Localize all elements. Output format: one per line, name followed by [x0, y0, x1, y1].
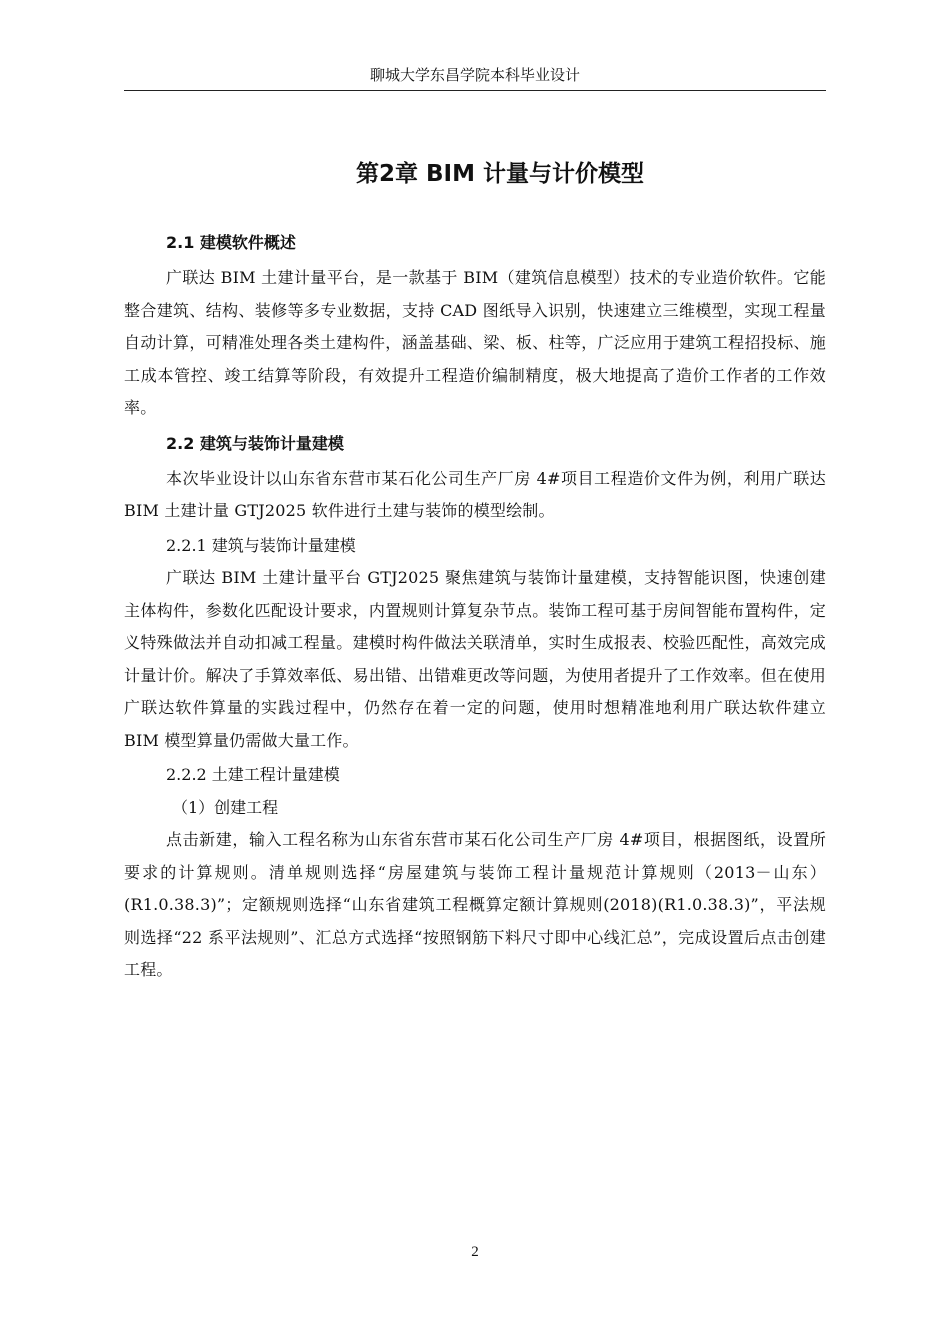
paragraph-2-2-2: 点击新建，输入工程名称为山东省东营市某石化公司生产厂房 4#项目，根据图纸，设置所要求的计算规则。清单规则选择“房屋建筑与装饰工程计量规范计算规则（2013－山东）(R1.0.38.3)”；定额规则选择“山东省建筑工程概算定额计算规则(2018)(R1.0.38.3)”，平法规则选择“22 系平法规则”、汇总方式选择“按照钢筋下料尺寸即中心线汇总”，完成设置后点击创建工程。	[124, 830, 826, 979]
chapter-title: 第2章 BIM 计量与计价模型	[356, 161, 644, 187]
page-number: 2	[471, 1244, 479, 1260]
subsection-heading-2-2-1: 2.2.1 建筑与装饰计量建模	[166, 535, 356, 555]
list-item-create-project: （1）创建工程	[172, 797, 279, 817]
subsection-heading-2-2-2: 2.2.2 土建工程计量建模	[166, 765, 340, 784]
section-heading-2-2: 2.2 建筑与装饰计量建模	[166, 433, 344, 453]
section-heading-2-1: 2.1 建模软件概述	[166, 233, 296, 252]
running-header: 聊城大学东昌学院本科毕业设计	[124, 62, 826, 91]
paragraph-2-2: 本次毕业设计以山东省东营市某石化公司生产厂房 4#项目工程造价文件为例，利用广联达 BIM 土建计量 GTJ2025 软件进行土建与装饰的模型绘制。	[124, 468, 826, 520]
paragraph-2-2-1: 广联达 BIM 土建计量平台 GTJ2025 聚焦建筑与装饰计量建模，支持智能识图，快速创建主体构件，参数化匹配设计要求，内置规则计算复杂节点。装饰工程可基于房间智能布置构件，定义特殊做法并自动扣减工程量。建模时构件做法关联清单，实时生成报表、校验匹配性，高效完成计量计价。解决了手算效率低、易出错、出错难更改等问题，为使用者提升了工作效率。但在使用广联达软件算量的实践过程中，仍然存在着一定的问题，使用时想精准地利用广联达软件建立 BIM 模型算量仍需做大量工作。	[124, 568, 826, 750]
document-body	[124, 228, 826, 987]
paragraph-2-1: 广联达 BIM 土建计量平台，是一款基于 BIM（建筑信息模型）技术的专业造价软件。它能整合建筑、结构、装修等多专业数据，支持 CAD 图纸导入识别，快速建立三维模型，实现工程量自动计算，可精准处理各类土建构件，涵盖基础、梁、板、柱等，广泛应用于建筑工程招投标、施工成本管控、竣工结算等阶段，有效提升工程造价编制精度，极大地提高了造价工作者的工作效率。	[124, 268, 826, 417]
